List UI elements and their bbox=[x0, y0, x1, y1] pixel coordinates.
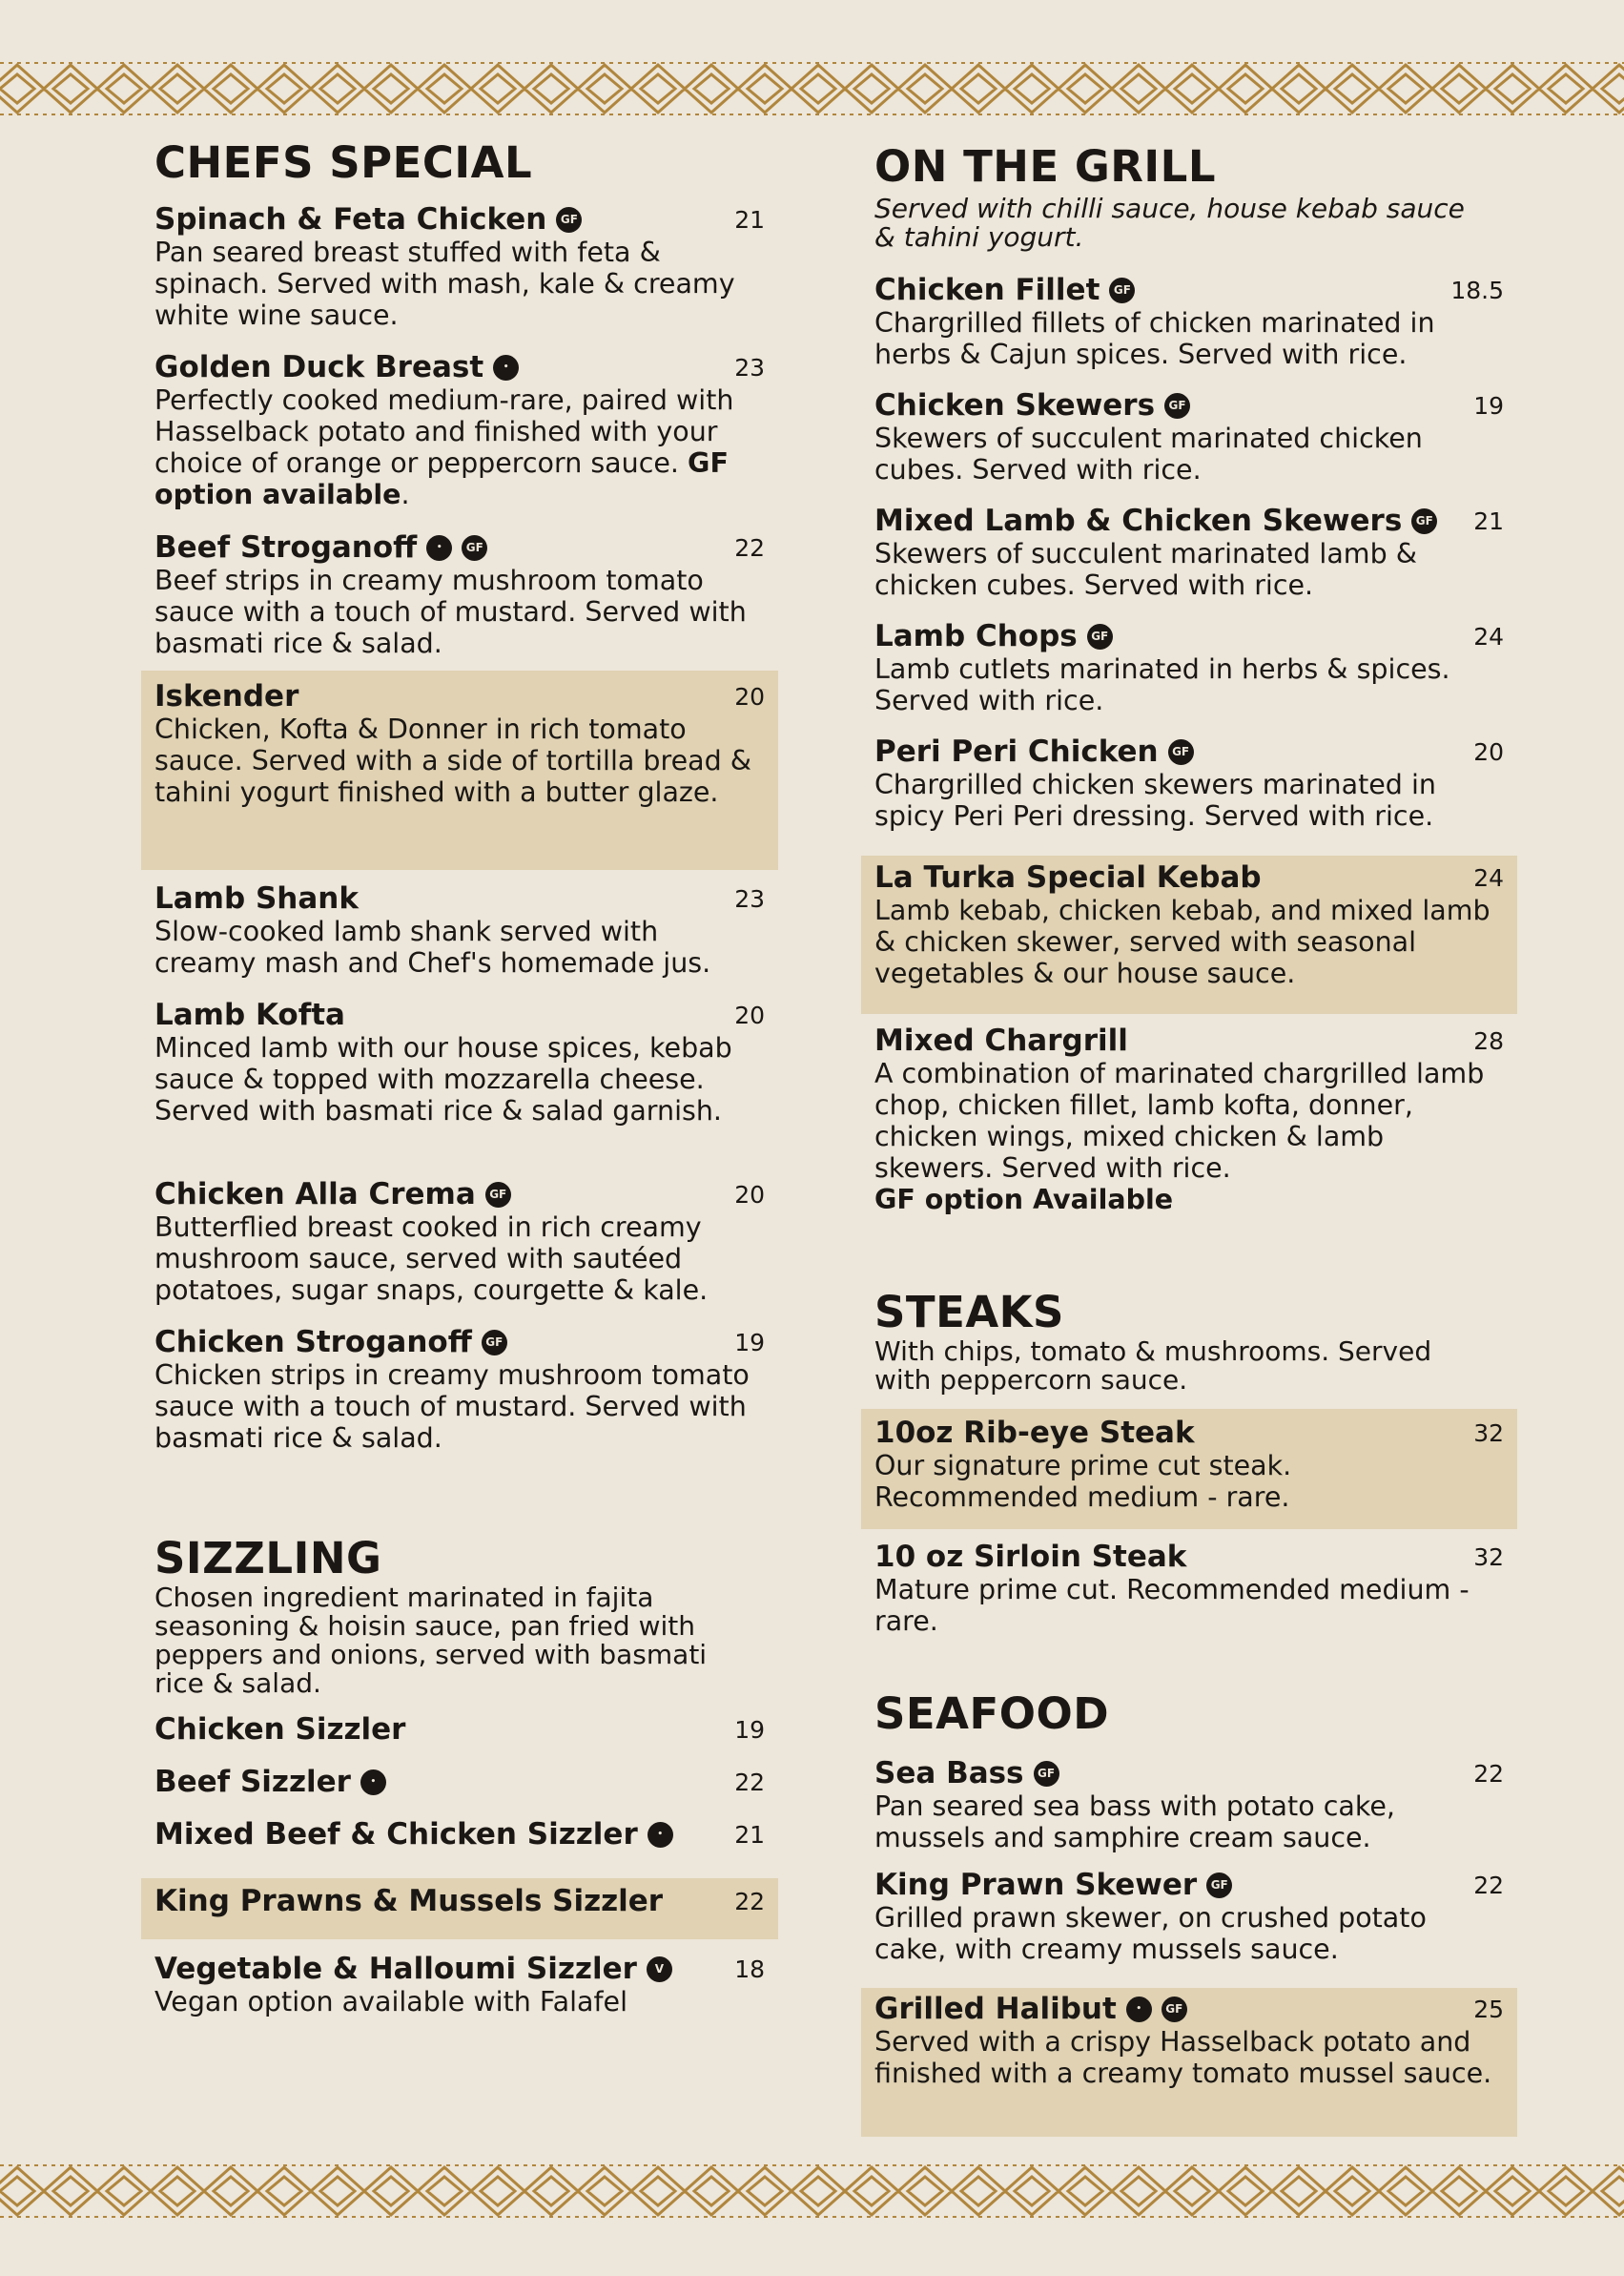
menu-item-description bbox=[154, 1032, 765, 1127]
menu-item-header bbox=[154, 1884, 765, 1918]
menu-item-description-text: Chicken strips in creamy mushroom tomato sauce with a touch of mustard. Served with basmati rice & salad. bbox=[154, 1359, 750, 1454]
menu-item-header bbox=[874, 273, 1504, 307]
menu-item-description bbox=[874, 1790, 1504, 1853]
menu-item-header bbox=[874, 860, 1504, 895]
menu-item-name: Vegetable & Halloumi Sizzler bbox=[154, 1952, 637, 1986]
menu-item-price: 19 bbox=[1473, 391, 1504, 420]
menu-item-price: 20 bbox=[734, 682, 765, 711]
menu-item-description-text: Pan seared sea bass with potato cake, mussels and samphire cream sauce. bbox=[874, 1790, 1395, 1853]
menu-item-lamb-shank bbox=[154, 881, 765, 979]
menu-item-header bbox=[874, 1024, 1504, 1058]
menu-item-description-text: Chicken, Kofta & Donner in rich tomato sauce. Served with a side of tortilla bread & tahini yogurt finished with a butter glaze. bbox=[154, 714, 751, 808]
menu-item-description bbox=[874, 1450, 1504, 1513]
menu-item-name: La Turka Special Kebab bbox=[874, 860, 1262, 895]
section-description-sizzling: Chosen ingredient marinated in fajita seasoning & hoisin sauce, pan fried with peppers and onions, served with basmati rice & salad. bbox=[154, 1582, 708, 1699]
menu-item-price: 25 bbox=[1473, 1995, 1504, 2023]
menu-item-price: 21 bbox=[734, 205, 765, 234]
menu-item-description bbox=[874, 423, 1504, 486]
menu-item-description bbox=[154, 714, 765, 808]
menu-item-description-text: A combination of marinated chargrilled lamb chop, chicken fillet, lamb kofta, donner, chicken wings, mixed chicken & lamb skewers. Served with rice. bbox=[874, 1058, 1485, 1184]
menu-item-price: 23 bbox=[734, 353, 765, 382]
menu-item-description-text: Beef strips in creamy mushroom tomato sauce with a touch of mustard. Served with basmati rice & salad. bbox=[154, 565, 747, 659]
menu-item-price: 28 bbox=[1473, 1026, 1504, 1055]
menu-item-header bbox=[154, 202, 765, 237]
menu-item-name: Golden Duck Breast bbox=[154, 350, 484, 384]
gluten-free-badge-icon: GF bbox=[462, 535, 487, 561]
menu-item-chicken-fillet bbox=[874, 273, 1504, 370]
section-title-chefs-special: CHEFS SPECIAL bbox=[154, 137, 533, 188]
menu-item-description-text: Minced lamb with our house spices, kebab sauce & topped with mozzarella cheese. Served with basmati rice & salad garnish. bbox=[154, 1032, 732, 1127]
menu-item-price: 24 bbox=[1473, 863, 1504, 892]
menu-item-price: 23 bbox=[734, 884, 765, 913]
vegetarian-badge-icon: V bbox=[647, 1956, 672, 1982]
menu-item-header bbox=[154, 1325, 765, 1359]
menu-item-lamb-chops bbox=[874, 619, 1504, 716]
menu-item-name: Chicken Sizzler bbox=[154, 1712, 406, 1747]
menu-item-name: Grilled Halibut bbox=[874, 1992, 1117, 2026]
menu-item-description-text: Pan seared breast stuffed with feta & spinach. Served with mash, kale & creamy white wine sauce. bbox=[154, 237, 735, 331]
menu-item-price: 21 bbox=[734, 1820, 765, 1849]
menu-item-name: King Prawns & Mussels Sizzler bbox=[154, 1884, 664, 1918]
menu-item-price: 22 bbox=[1473, 1871, 1504, 1899]
menu-item-name: Lamb Kofta bbox=[154, 998, 345, 1032]
menu-item-header bbox=[154, 1817, 765, 1852]
menu-item-price: 22 bbox=[734, 533, 765, 562]
menu-item-10-oz-sirloin-steak bbox=[874, 1540, 1504, 1637]
menu-item-la-turka-special-kebab bbox=[861, 856, 1517, 1014]
menu-item-header bbox=[154, 679, 765, 714]
menu-item-mixed-lamb-chicken-skewers bbox=[874, 504, 1504, 601]
menu-item-king-prawns-mussels-sizzler bbox=[141, 1878, 778, 1939]
menu-item-name: Mixed Beef & Chicken Sizzler bbox=[154, 1817, 638, 1852]
menu-item-description-text: Lamb cutlets marinated in herbs & spices. Served with rice. bbox=[874, 653, 1450, 716]
menu-item-header bbox=[154, 350, 765, 384]
menu-item-name: Lamb Shank bbox=[154, 881, 359, 916]
menu-item-description bbox=[154, 916, 765, 979]
menu-item-header bbox=[874, 1540, 1504, 1574]
menu-item-grilled-halibut bbox=[861, 1988, 1517, 2137]
gluten-free-badge-icon: GF bbox=[1164, 393, 1190, 419]
menu-item-king-prawn-skewer bbox=[874, 1868, 1504, 1965]
menu-item-name: Spinach & Feta Chicken bbox=[154, 202, 547, 237]
gluten-free-badge-icon: GF bbox=[1087, 624, 1113, 650]
menu-item-name: King Prawn Skewer bbox=[874, 1868, 1198, 1902]
menu-item-price: 21 bbox=[1473, 507, 1504, 535]
menu-item-header bbox=[154, 1177, 765, 1211]
menu-item-mixed-beef-chicken-sizzler bbox=[154, 1817, 765, 1852]
menu-item-chicken-alla-crema bbox=[154, 1177, 765, 1306]
menu-item-description bbox=[874, 895, 1504, 989]
menu-item-description-text: Our signature prime cut steak. Recommended medium - rare. bbox=[874, 1450, 1292, 1513]
decorative-border-bottom bbox=[0, 2158, 1624, 2224]
menu-item-description-text: Grilled prawn skewer, on crushed potato cake, with creamy mussels sauce. bbox=[874, 1902, 1427, 1965]
menu-item-description bbox=[874, 2026, 1504, 2089]
menu-item-description-text: Chargrilled chicken skewers marinated in spicy Peri Peri dressing. Served with rice. bbox=[874, 769, 1436, 832]
menu-item-price: 20 bbox=[1473, 737, 1504, 766]
menu-item-name: 10 oz Sirloin Steak bbox=[874, 1540, 1187, 1574]
menu-item-description-text: Mature prime cut. Recommended medium - rare. bbox=[874, 1574, 1470, 1637]
gluten-free-badge-icon: GF bbox=[1411, 508, 1437, 534]
menu-item-header bbox=[154, 1712, 765, 1747]
menu-item-description bbox=[154, 1359, 765, 1454]
menu-item-name: Mixed Chargrill bbox=[874, 1024, 1128, 1058]
menu-item-price: 20 bbox=[734, 1180, 765, 1209]
menu-item-header bbox=[874, 1416, 1504, 1450]
menu-item-header bbox=[874, 504, 1504, 538]
section-title-seafood: SEAFOOD bbox=[874, 1688, 1110, 1739]
menu-item-golden-duck-breast bbox=[154, 350, 765, 510]
dietary-dot-icon: • bbox=[426, 535, 452, 561]
menu-item-description-text: Chargrilled fillets of chicken marinated in herbs & Cajun spices. Served with rice. bbox=[874, 307, 1435, 370]
menu-item-note: GF option available bbox=[154, 447, 729, 510]
menu-item-description bbox=[874, 307, 1504, 370]
menu-item-price: 20 bbox=[734, 1001, 765, 1029]
menu-item-description bbox=[874, 1058, 1504, 1215]
menu-item-description-text: Served with a crispy Hasselback potato and finished with a creamy tomato mussel sauce. bbox=[874, 2026, 1492, 2089]
menu-item-name: Iskender bbox=[154, 679, 299, 714]
menu-item-description bbox=[874, 1902, 1504, 1965]
menu-item-name: Lamb Chops bbox=[874, 619, 1078, 653]
menu-item-description bbox=[154, 565, 765, 659]
dietary-dot-icon: • bbox=[360, 1769, 386, 1795]
section-description-steaks: With chips, tomato & mushrooms. Served with peppercorn sauce. bbox=[874, 1335, 1432, 1396]
gluten-free-badge-icon: GF bbox=[482, 1330, 507, 1355]
menu-item-description-text: Perfectly cooked medium-rare, paired with Hasselback potato and finished with your choice of orange or peppercorn sauce. bbox=[154, 384, 734, 479]
menu-item-name: Peri Peri Chicken bbox=[874, 735, 1159, 769]
menu-item-header bbox=[154, 530, 765, 565]
gluten-free-badge-icon: GF bbox=[556, 207, 582, 233]
menu-item-peri-peri-chicken bbox=[874, 735, 1504, 832]
section-title-sizzling: SIZZLING bbox=[154, 1533, 382, 1583]
menu-item-name: Sea Bass bbox=[874, 1756, 1024, 1790]
menu-item-mixed-chargrill bbox=[874, 1024, 1504, 1215]
menu-item-description bbox=[154, 1211, 765, 1306]
menu-item-price: 22 bbox=[1473, 1759, 1504, 1788]
menu-item-price: 18 bbox=[734, 1955, 765, 1983]
menu-item-description-text: Vegan option available with Falafel bbox=[154, 1986, 628, 2017]
menu-item-chicken-skewers bbox=[874, 388, 1504, 486]
menu-item-vegetable-halloumi-sizzler bbox=[154, 1952, 765, 2017]
menu-item-sea-bass bbox=[874, 1756, 1504, 1853]
menu-item-spinach-feta-chicken bbox=[154, 202, 765, 331]
menu-item-name: Chicken Fillet bbox=[874, 273, 1100, 307]
menu-item-description-text: Skewers of succulent marinated lamb & chicken cubes. Served with rice. bbox=[874, 538, 1417, 601]
gluten-free-badge-icon: GF bbox=[485, 1182, 511, 1208]
menu-item-header bbox=[154, 1765, 765, 1799]
menu-item-name: Beef Sizzler bbox=[154, 1765, 351, 1799]
menu-item-price: 18.5 bbox=[1450, 276, 1504, 304]
section-description-on-the-grill: Served with chilli sauce, house kebab sauce & tahini yogurt. bbox=[874, 193, 1465, 253]
menu-item-price: 32 bbox=[1473, 1418, 1504, 1447]
menu-item-iskender bbox=[141, 671, 778, 870]
menu-item-description-text: Lamb kebab, chicken kebab, and mixed lamb & chicken skewer, served with seasonal vegetables & our house sauce. bbox=[874, 895, 1490, 989]
menu-item-header bbox=[154, 1952, 765, 1986]
menu-item-beef-sizzler bbox=[154, 1765, 765, 1799]
menu-item-header bbox=[874, 735, 1504, 769]
gluten-free-badge-icon: GF bbox=[1161, 1997, 1187, 2022]
menu-item-description bbox=[154, 1986, 765, 2017]
menu-item-description-text: Butterflied breast cooked in rich creamy mushroom sauce, served with sautéed potatoes, sugar snaps, courgette & kale. bbox=[154, 1211, 709, 1306]
menu-item-price: 19 bbox=[734, 1715, 765, 1744]
menu-item-description bbox=[154, 384, 765, 510]
section-title-on-the-grill: ON THE GRILL bbox=[874, 141, 1217, 192]
menu-item-description-text: Skewers of succulent marinated chicken cubes. Served with rice. bbox=[874, 423, 1423, 486]
gluten-free-badge-icon: GF bbox=[1109, 278, 1135, 303]
menu-item-name: Chicken Stroganoff bbox=[154, 1325, 472, 1359]
gluten-free-badge-icon: GF bbox=[1168, 739, 1194, 765]
gluten-free-badge-icon: GF bbox=[1034, 1761, 1059, 1787]
menu-item-note-end: . bbox=[401, 479, 410, 510]
gluten-free-badge-icon: GF bbox=[1206, 1873, 1232, 1898]
menu-item-header bbox=[154, 998, 765, 1032]
menu-item-description bbox=[874, 653, 1504, 716]
menu-item-name: Chicken Alla Crema bbox=[154, 1177, 476, 1211]
menu-item-name: Chicken Skewers bbox=[874, 388, 1156, 423]
decorative-border-top bbox=[0, 55, 1624, 122]
menu-item-price: 24 bbox=[1473, 622, 1504, 651]
menu-item-name: Mixed Lamb & Chicken Skewers bbox=[874, 504, 1403, 538]
dietary-dot-icon: • bbox=[493, 355, 519, 381]
menu-item-description bbox=[154, 237, 765, 331]
menu-item-name: 10oz Rib-eye Steak bbox=[874, 1416, 1195, 1450]
menu-item-header bbox=[874, 1756, 1504, 1790]
menu-item-chicken-sizzler bbox=[154, 1712, 765, 1747]
section-title-steaks: STEAKS bbox=[874, 1287, 1064, 1337]
dietary-dot-icon: • bbox=[1126, 1997, 1152, 2022]
menu-item-price: 22 bbox=[734, 1768, 765, 1796]
menu-item-description-text: Slow-cooked lamb shank served with creamy mash and Chef's homemade jus. bbox=[154, 916, 711, 979]
dietary-dot-icon: • bbox=[648, 1822, 673, 1848]
menu-item-description bbox=[874, 1574, 1504, 1637]
menu-item-price: 22 bbox=[734, 1887, 765, 1915]
menu-item-header bbox=[874, 388, 1504, 423]
menu-item-header bbox=[874, 1868, 1504, 1902]
menu-item-chicken-stroganoff bbox=[154, 1325, 765, 1454]
menu-item-description bbox=[874, 769, 1504, 832]
menu-item-header bbox=[874, 1992, 1504, 2026]
menu-item-price: 32 bbox=[1473, 1542, 1504, 1571]
menu-item-10oz-rib-eye-steak bbox=[861, 1409, 1517, 1529]
menu-item-name: Beef Stroganoff bbox=[154, 530, 418, 565]
menu-item-header bbox=[154, 881, 765, 916]
menu-item-beef-stroganoff bbox=[154, 530, 765, 659]
menu-item-note: GF option Available bbox=[874, 1184, 1174, 1215]
menu-item-description bbox=[874, 538, 1504, 601]
menu-item-lamb-kofta bbox=[154, 998, 765, 1127]
menu-item-header bbox=[874, 619, 1504, 653]
menu-item-price: 19 bbox=[734, 1328, 765, 1356]
